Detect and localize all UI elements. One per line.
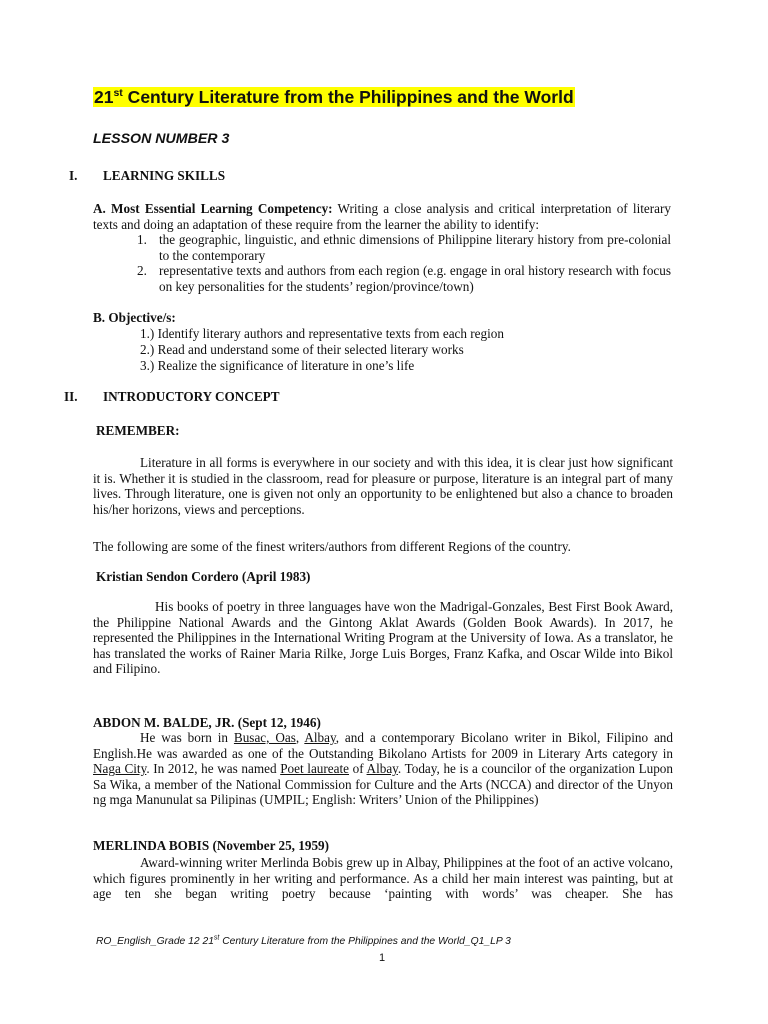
section-1-numeral: I. xyxy=(69,168,78,183)
section-2-numeral: II. xyxy=(64,389,78,404)
competency-paragraph xyxy=(93,201,671,232)
objectives-label: B. Objective/s: xyxy=(93,310,176,325)
author-heading-cordero: Kristian Sendon Cordero (April 1983) xyxy=(96,569,311,584)
link-albay-2[interactable]: Albay xyxy=(366,761,398,777)
author-paragraph-balde: He was born in Busac, Oas, Albay, and a contemporary Bicolano writer in Bikol, Filipino and English.He was awarded as one of the Outstanding Bikolano Artists for 2009 in Literary Arts category in Naga City. In 2012, he was named Poet laureate of Albay. Today, he is a councilor of the organization Lupon Sa Wika, a member of the National Commission for Culture and the Arts (NCCA) and director of the Unyon ng mga Manunulat sa Pilipinas (UMPIL; English: Writers’ Union of the Philippines) xyxy=(93,730,673,808)
section-2-heading: INTRODUCTORY CONCEPT xyxy=(103,389,280,404)
list-item: 1. the geographic, linguistic, and ethnic dimensions of Philippine literary history from pre-colonial to the contemporary xyxy=(137,232,671,263)
objective-item: 1.) Identify literary authors and representative texts from each region xyxy=(140,326,504,341)
link-busac-oas[interactable]: Busac, Oas xyxy=(233,730,296,745)
objective-item: 2.) Read and understand some of their selected literary works xyxy=(140,342,464,357)
page-footer: RO_English_Grade 12 21st Century Literature from the Philippines and the World_Q1_LP 3 xyxy=(96,934,511,947)
section-1-heading: LEARNING SKILLS xyxy=(103,168,226,183)
author-heading-balde: ABDON M. BALDE, JR. (Sept 12, 1946) xyxy=(93,715,321,730)
remember-label: REMEMBER: xyxy=(96,423,180,438)
intro-paragraph: Literature in all forms is everywhere in our society and with this idea, it is clear just how significant it is. Whether it is studied in the classroom, read for pleasure or purpose, literature is an integral part of many lives. Through literature, one is given not only an opportunity to be enlightened but also a chance to broaden his/her horizons, views and perceptions. xyxy=(93,455,673,517)
lesson-number: LESSON NUMBER 3 xyxy=(93,131,230,147)
competency-label: A. Most Essential Learning Competency: xyxy=(93,201,333,216)
page-title xyxy=(93,86,575,108)
competency-text: Writing a close analysis and critical interpretation of literary texts and doing an adaptation of these require from the learner the ability to identify: xyxy=(93,201,671,232)
link-naga-city[interactable]: Naga City xyxy=(93,761,147,777)
competency-list xyxy=(137,232,671,294)
following-text: The following are some of the finest writers/authors from different Regions of the country. xyxy=(93,539,571,554)
link-poet-laureate[interactable]: Poet laureate xyxy=(280,761,350,777)
list-item: 2. representative texts and authors from each region (e.g. engage in oral history research with focus on key personalities for the students’ region/province/town) xyxy=(137,263,671,294)
author-heading-bobis: MERLINDA BOBIS (November 25, 1959) xyxy=(93,838,330,853)
link-albay[interactable]: Albay xyxy=(304,730,336,745)
title-highlight: 21st Century Literature from the Philippines and the World xyxy=(94,87,574,107)
author-paragraph-bobis: Award-winning writer Merlinda Bobis grew up in Albay, Philippines at the foot of an active volcano, which figures prominently in her writing and performance. As a child her main interest was painting, but at age ten she began writing poetry because ‘painting with words’ was cheaper. She has xyxy=(93,855,673,902)
page-number: 1 xyxy=(379,952,386,964)
objective-item: 3.) Realize the significance of literature in one’s life xyxy=(140,358,415,373)
author-paragraph-cordero: His books of poetry in three languages have won the Madrigal-Gonzales, Best First Book Award, the Philippine National Awards and the Gintong Aklat Awards (Golden Book Awards). In 2017, he represented the Philippines in the International Writing Program at the University of Iowa. As a translator, he has translated the works of Rainer Maria Rilke, Jorge Luis Borges, Franz Kafka, and Oscar Wilde into Bikol and Filipino. xyxy=(93,599,673,677)
